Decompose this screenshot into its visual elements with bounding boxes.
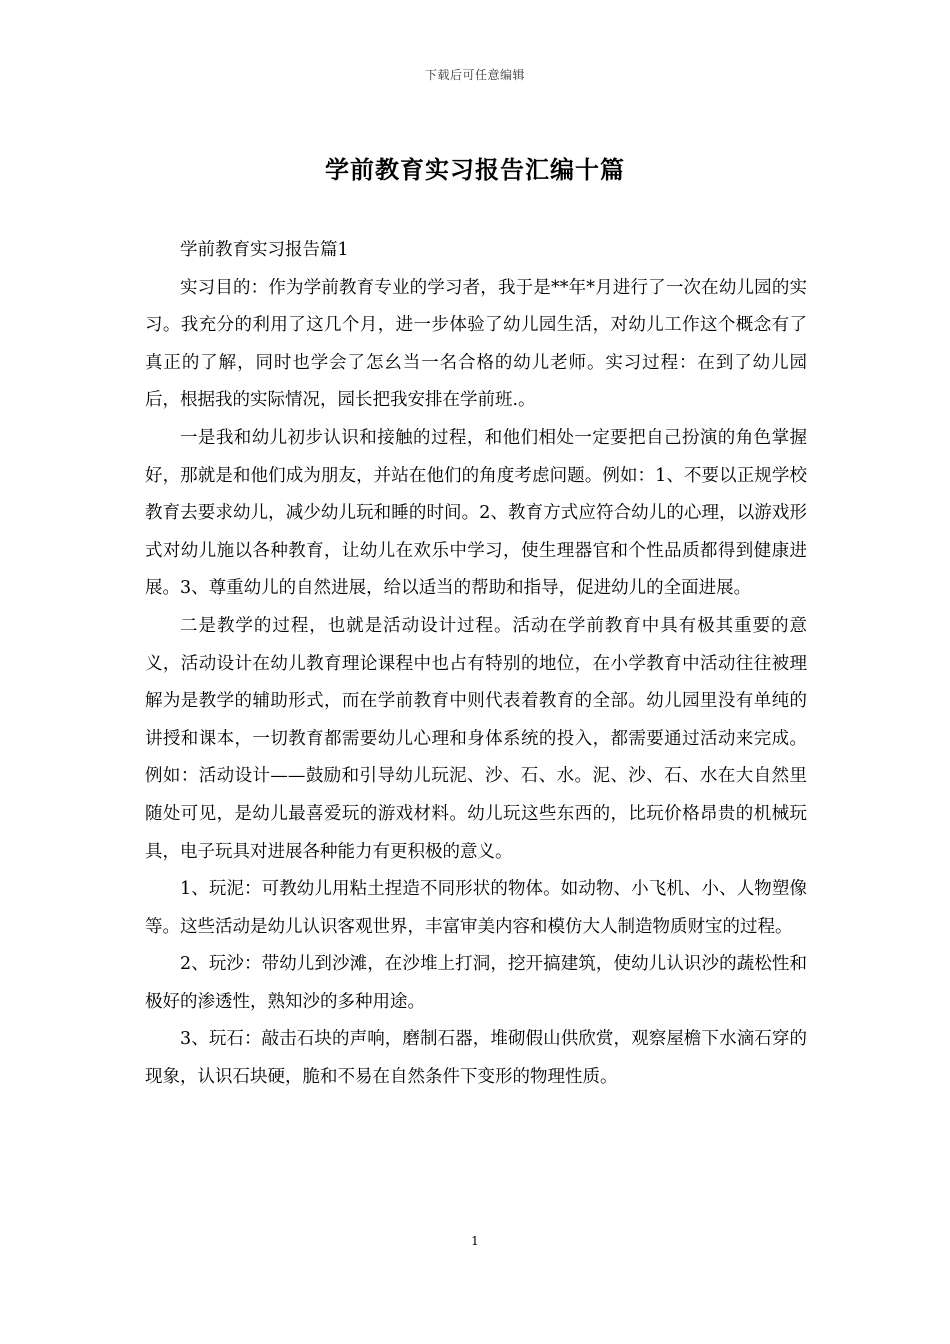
document-title: 学前教育实习报告汇编十篇 [325,155,625,184]
download-note: 下载后可任意编辑 [424,68,525,82]
paragraph-play-sand: 2、玩沙：带幼儿到沙滩，在沙堆上打洞，挖开搞建筑，使幼儿认识沙的蔬松性和极好的渗透性，熟知沙的多种用途。 [145,954,807,1012]
paragraph-stage-two: 二是教学的过程，也就是活动设计过程。活动在学前教育中具有极其重要的意义，活动设计在幼儿教育理论课程中也占有特别的地位，在小学教育中活动往往被理解为是教学的辅助形式，而在学前教育中则代表着教育的全部。幼儿园里没有单纯的讲授和课本，一切教育都需要幼儿心理和身体系统的投入，都需要通过活动来完成。例如：活动设计——鼓励和引导幼儿玩泥、沙、石、水。泥、沙、石、水在大自然里随处可见，是幼儿最喜爱玩的游戏材料。幼儿玩这些东西的，比玩价格昂贵的机械玩具，电子玩具对进展各种能力有更积极的意义。 [145,615,807,862]
section-heading: 学前教育实习报告篇1 [180,240,349,260]
paragraph-play-mud: 1、玩泥：可教幼儿用粘土捏造不同形状的物体。如动物、小飞机、小、人物塑像等。这些活动是幼儿认识客观世界，丰富审美内容和模仿大人制造物质财宝的过程。 [145,879,807,937]
paragraph-stage-one: 一是我和幼儿初步认识和接触的过程，和他们相处一定要把自己扮演的角色掌握好，那就是和他们成为朋友，并站在他们的角度考虑问题。例如：1、不要以正规学校教育去要求幼儿，减少幼儿玩和睡的时间。2、教育方式应符合幼儿的心理，以游戏形式对幼儿施以各种教育，让幼儿在欢乐中学习，使生理器官和个性品质都得到健康进展。3、尊重幼儿的自然进展，给以适当的帮助和指导，促进幼儿的全面进展。 [145,427,807,599]
paragraph-purpose: 实习目的：作为学前教育专业的学习者，我于是**年*月进行了一次在幼儿园的实习。我充分的利用了这几个月，进一步体验了幼儿园生活，对幼儿工作这个概念有了真正的了解，同时也学会了怎幺当一名合格的幼儿老师。实习过程：在到了幼儿园后，根据我的实际情况，园长把我安排在学前班.。 [145,277,807,411]
page-number: 1 [471,1234,479,1248]
document-body [145,232,807,1097]
paragraph-play-stone: 3、玩石：敲击石块的声响，磨制石器，堆砌假山供欣赏，观察屋檐下水滴石穿的现象，认识石块硬，脆和不易在自然条件下变形的物理性质。 [145,1029,807,1088]
